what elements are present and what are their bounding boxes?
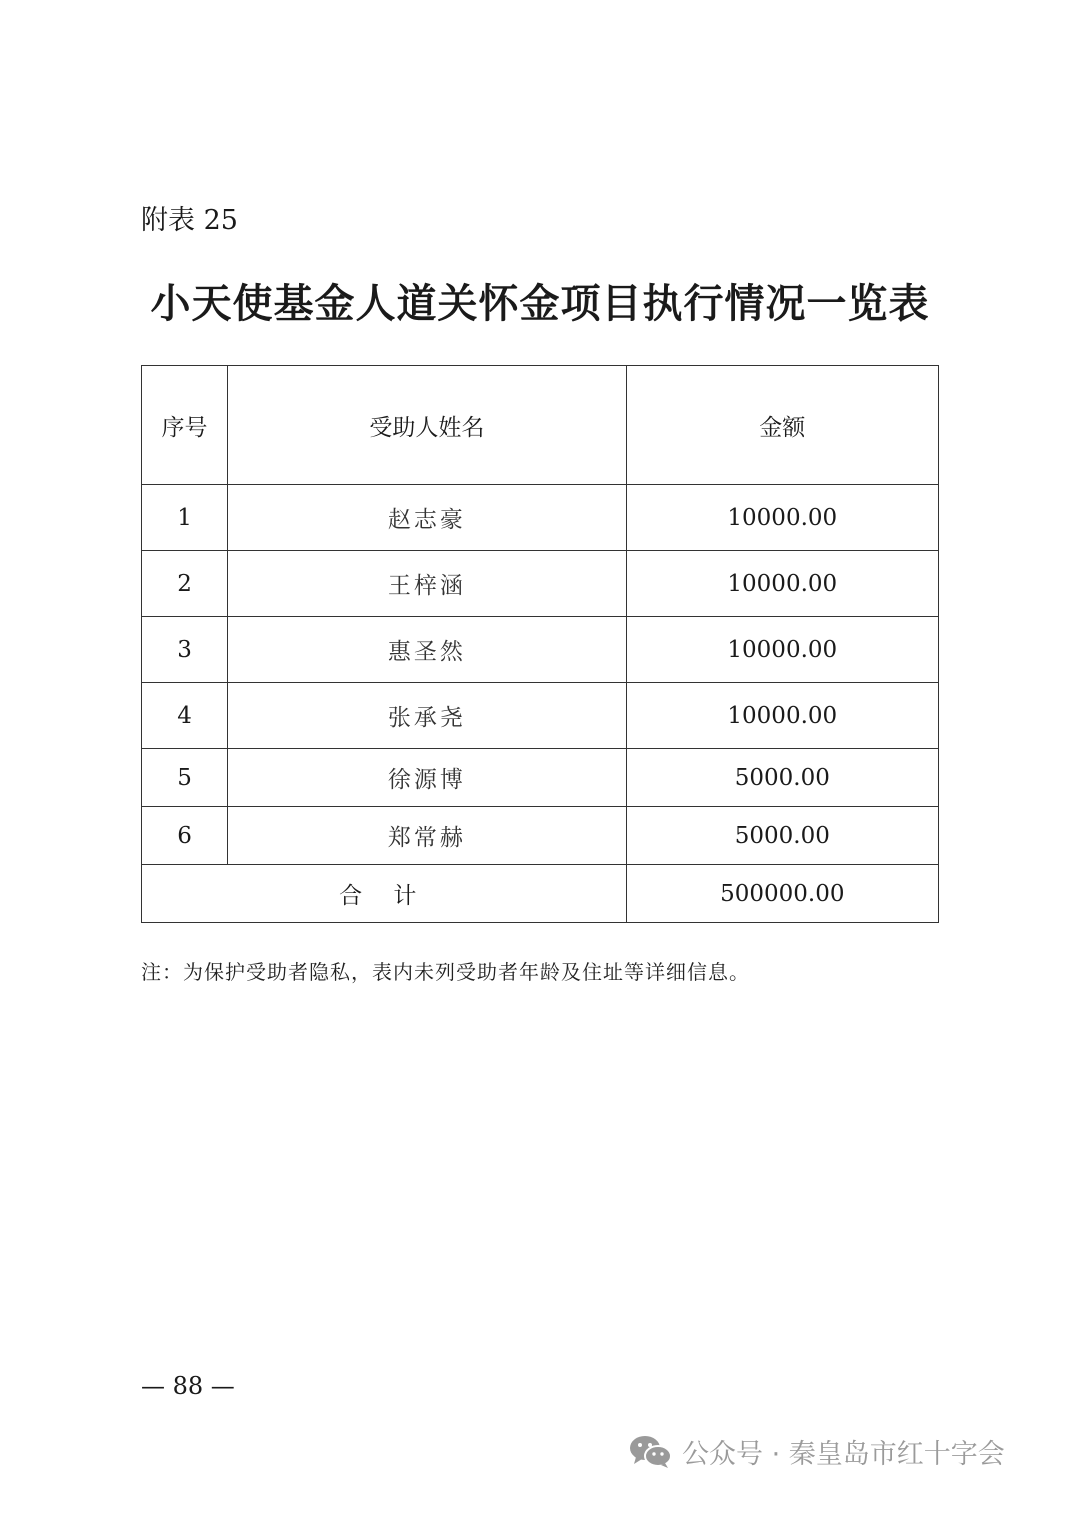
header-name: 受助人姓名: [228, 366, 626, 485]
page-number: — 88 —: [141, 1372, 235, 1400]
appendix-label: 附表 25: [141, 205, 238, 236]
table-row: [142, 749, 939, 807]
row-name: 王梓涵: [228, 551, 626, 617]
row-name: 郑常赫: [228, 807, 626, 865]
row-name: 惠圣然: [228, 617, 626, 683]
table-header-row: [142, 366, 939, 485]
table-row: [142, 617, 939, 683]
watermark-text: 公众号 · 秦皇岛市红十字会: [682, 1439, 1005, 1470]
table-row: [142, 807, 939, 865]
total-row: [142, 865, 939, 923]
row-name: 赵志豪: [228, 485, 626, 551]
row-amount: 10000.00: [626, 617, 938, 683]
watermark: [628, 1432, 1005, 1471]
row-name: 徐源博: [228, 749, 626, 807]
row-amount: 10000.00: [626, 551, 938, 617]
total-amount: 500000.00: [626, 865, 938, 923]
row-amount: 10000.00: [626, 485, 938, 551]
row-name: 张承尧: [228, 683, 626, 749]
wechat-icon: [628, 1434, 674, 1470]
row-index: 4: [142, 683, 228, 749]
header-amount: 金额: [626, 366, 938, 485]
table-row: [142, 551, 939, 617]
row-amount: 5000.00: [626, 807, 938, 865]
privacy-note: 注：为保护受助者隐私，表内未列受助者年龄及住址等详细信息。: [141, 960, 750, 984]
row-index: 5: [142, 749, 228, 807]
row-amount: 10000.00: [626, 683, 938, 749]
row-index: 3: [142, 617, 228, 683]
table-row: [142, 485, 939, 551]
document-title: 小天使基金人道关怀金项目执行情况一览表: [150, 280, 930, 327]
row-amount: 5000.00: [626, 749, 938, 807]
table-row: [142, 683, 939, 749]
header-index: 序号: [142, 366, 228, 485]
row-index: 6: [142, 807, 228, 865]
total-label: 合 计: [142, 865, 627, 923]
row-index: 1: [142, 485, 228, 551]
row-index: 2: [142, 551, 228, 617]
recipients-table: [141, 365, 939, 923]
